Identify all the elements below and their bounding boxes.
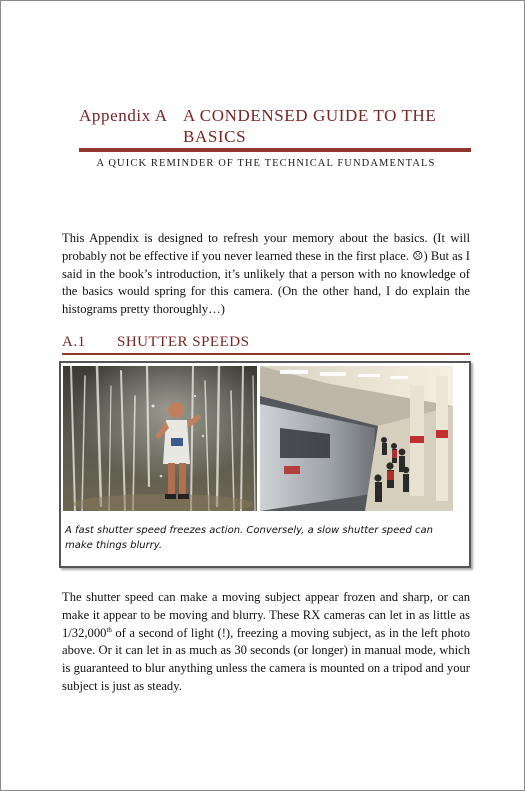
intro-paragraph: This Appendix is designed to refresh your memory about the basics. (It will probably not be effective if you never learned these in the first place. ☹) But as I said in the book’s introduction, it’s unlikely that a person with no knowledge of the basics would spring for this camera. (On the other hand, I do explain the histograms pretty thoroughly…): [62, 231, 470, 317]
boy-in-fountain-photo: [63, 366, 257, 511]
section-title: SHUTTER SPEEDS: [117, 334, 250, 350]
section-rule: [62, 353, 470, 355]
header-rule: [79, 148, 471, 152]
subway-train-photo: [260, 366, 453, 511]
figure-caption: A fast shutter speed freezes action. Conversely, a slow shutter speed can make things blurry.: [65, 525, 433, 551]
figure-box: [59, 361, 471, 568]
body-text-part-1: The shutter speed can make a moving subject appear frozen and sharp, or can make it appear to be moving and blurry. These RX cameras can let in as little as 1/32,000: [62, 590, 470, 640]
appendix-subtitle: A QUICK REMINDER OF THE TECHNICAL FUNDAMENTALS: [96, 158, 436, 169]
appendix-label: Appendix A: [79, 106, 168, 125]
body-text-part-2: of a second of light (!), freezing a moving subject, as in the left photo above. Or it can let in as much as 30 seconds (or longer) in manual mode, which is guaranteed to blur anything unless the camera is mounted on a tripod and your subject is just as steady.: [62, 625, 470, 693]
appendix-title: A CONDENSED GUIDE TO THE BASICS: [183, 106, 437, 146]
body-paragraph: [62, 589, 470, 696]
ordinal-superscript: th: [106, 625, 112, 634]
section-number: A.1: [62, 334, 86, 350]
